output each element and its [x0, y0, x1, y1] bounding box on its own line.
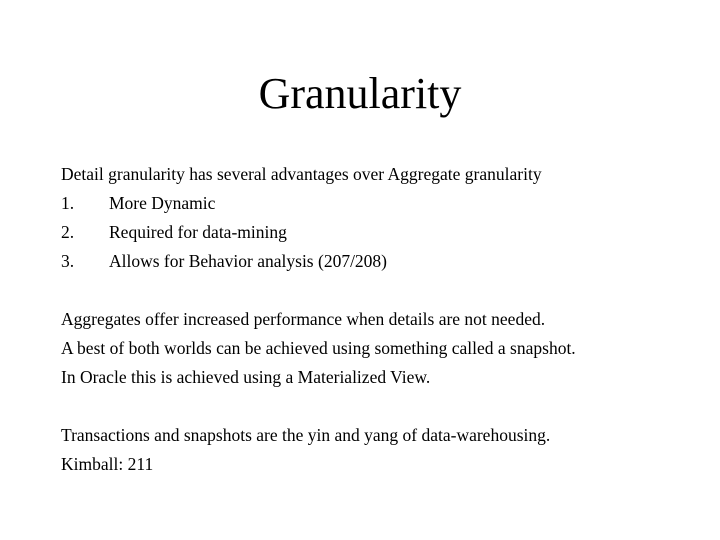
paragraph-spacer [61, 392, 701, 421]
slide-title: Granularity [258, 69, 462, 118]
reference-line: Kimball: 211 [61, 454, 154, 474]
intro-text: Detail granularity has several advantages over Aggregate granularity [61, 164, 542, 184]
list-item [61, 247, 701, 276]
list-text: More Dynamic [109, 193, 216, 213]
list-number: 1. [61, 193, 75, 213]
list-text: Required for data-mining [109, 222, 287, 242]
paragraph-spacer [61, 276, 701, 305]
paragraph-line: A best of both worlds can be achieved using something called a snapshot. [61, 338, 576, 358]
list-item [61, 189, 701, 218]
list-item [61, 218, 701, 247]
list-number: 3. [61, 251, 75, 271]
paragraph-line: In Oracle this is achieved using a Materialized View. [61, 367, 431, 387]
paragraph-line: Transactions and snapshots are the yin and yang of data-warehousing. [61, 425, 551, 445]
list-text: Allows for Behavior analysis (207/208) [109, 251, 388, 271]
slide-body [61, 160, 701, 479]
list-number: 2. [61, 222, 75, 242]
paragraph-line: Aggregates offer increased performance when details are not needed. [61, 309, 546, 329]
